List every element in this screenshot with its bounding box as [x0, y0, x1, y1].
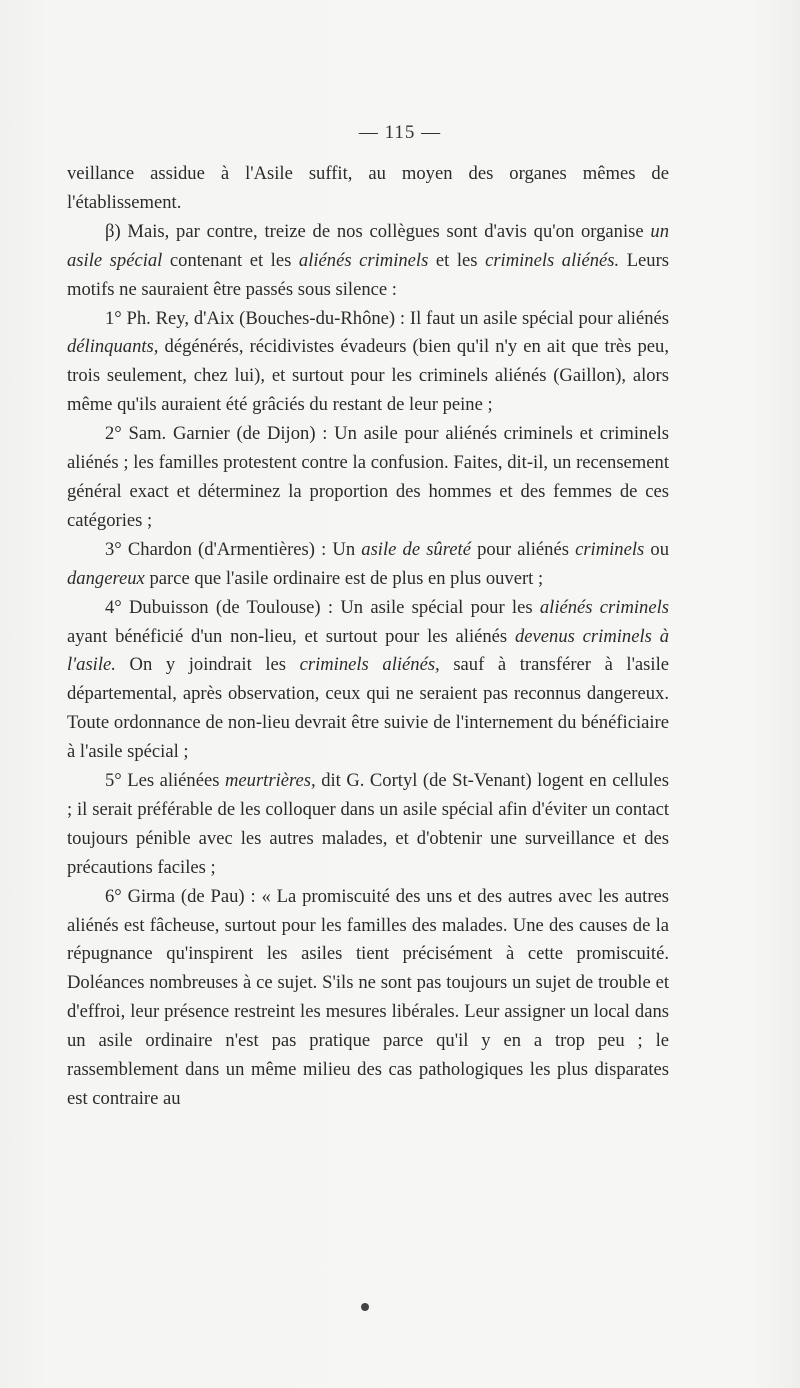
text-run: β) Mais, par contre, treize de nos collègues sont d'avis qu'on organise — [105, 220, 651, 242]
italic-run: aliénés criminels — [298, 249, 429, 271]
text-run: 3° Chardon (d'Armentières) : Un — [105, 538, 362, 560]
italic-run: dangereux — [67, 567, 145, 589]
italic-run: criminels aliénés, — [299, 654, 440, 676]
italic-run: devenus criminels à l'asile. — [67, 625, 669, 676]
paragraph-5 — [67, 536, 669, 594]
text-run: 4° Dubuisson (de Toulouse) : Un asile spécial pour les — [105, 596, 540, 618]
text-run: ayant bénéficié d'un non-lieu, et surtout pour les aliénés — [67, 625, 515, 647]
paragraph-3 — [67, 305, 669, 421]
text-run: veillance assidue à l'Asile suffit, au moyen des organes mêmes de l'établissement. — [67, 163, 669, 213]
paragraph-7 — [67, 767, 669, 883]
text-run: 1° Ph. Rey, d'Aix (Bouches-du-Rhône) : Il faut un asile spécial pour aliénés — [105, 307, 669, 329]
italic-run: criminels aliénés. — [485, 249, 620, 271]
text-run: dégénérés, récidivistes évadeurs (bien qu'il n'y en ait que très peu, trois seulement, chez lui), et surtout pour les criminels aliénés (Gaillon), alors même qu'ils auraient été grâciés du restant de leur peine ; — [67, 336, 669, 416]
paragraph-8 — [67, 883, 669, 1114]
italic-run: criminels — [575, 538, 645, 560]
paragraph-1 — [67, 160, 669, 218]
text-run: ou — [644, 538, 669, 560]
paragraph-2 — [67, 218, 669, 305]
italic-run: un asile spécial — [67, 220, 669, 271]
ink-dot — [361, 1303, 369, 1311]
text-run: 5° Les aliénées — [105, 770, 225, 792]
text-run: parce que l'asile ordinaire est de plus en plus ouvert ; — [144, 567, 544, 589]
text-run: sauf à transférer à l'asile départemental, après observation, ceux qui ne seraient pas reconnus dangereux. Toute ordonnance de non-lieu devrait être suivie de l'internement du bénéficiaire à l'asile spécial ; — [67, 654, 670, 763]
text-run: 2° Sam. Garnier (de Dijon) : Un asile pour aliénés criminels et criminels aliénés ; les familles protestent contre la confusion. Faites, dit-il, un recensement général exact et déterminez la proportion des hommes et des femmes de ces catégories ; — [67, 423, 669, 531]
text-run: pour aliénés — [470, 538, 576, 560]
italic-run: meurtrières, — [224, 770, 316, 792]
italic-run: aliénés criminels — [539, 596, 670, 618]
text-run: et les — [428, 249, 486, 271]
italic-run: délinquants, — [67, 336, 159, 358]
text-run: dit G. Cortyl (de St-Venant) logent en cellules ; il serait préférable de les colloquer dans un asile spécial afin d'éviter un contact toujours pénible avec les autres malades, et d'obtenir une surveillance et des précautions faciles ; — [67, 770, 669, 878]
text-run: contenant et les — [162, 249, 299, 271]
text-run: 6° Girma (de Pau) : « La promiscuité des uns et des autres avec les autres aliénés est fâcheuse, surtout pour les familles des malades. Une des causes de la répugnance qu'inspirent les asiles tient précisément à cette promiscuité. Doléances nombreuses à ce sujet. S'ils ne sont pas toujours un sujet de trouble et d'effroi, leur présence restreint les mesures libérales. Leur assigner un local dans un asile ordinaire n'est pas pratique parce qu'il y en a trop peu ; le rassemblement dans un même milieu des cas pathologiques les plus disparates est contraire au — [67, 885, 669, 1109]
italic-run: asile de sûreté — [361, 538, 471, 560]
body-text — [67, 160, 669, 1114]
page-number: — 115 — — [358, 122, 442, 143]
paragraph-6 — [67, 594, 669, 767]
text-run: Leurs motifs ne sauraient être passés sous silence : — [67, 249, 670, 300]
paragraph-4 — [67, 420, 669, 536]
text-run: On y joindrait les — [115, 654, 300, 676]
